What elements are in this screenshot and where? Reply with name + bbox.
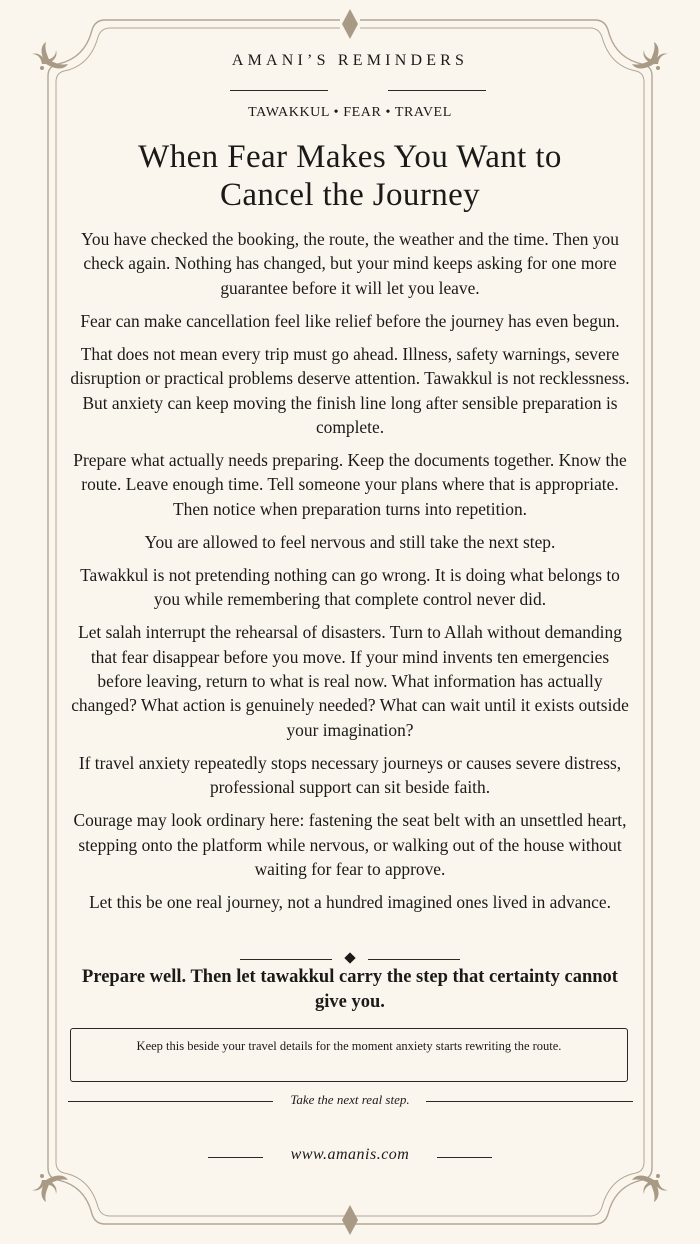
title-line-2: Cancel the Journey bbox=[219, 177, 481, 213]
paragraph: That does not mean every trip must go ahead. Illness, safety warnings, severe disruption or practical problems deserve attention. Tawakkul is not recklessness. But anxiety can keep moving the finish line long after sensible preparation is complete. bbox=[70, 343, 630, 438]
page-title bbox=[60, 138, 640, 214]
brand-rule-left bbox=[230, 90, 328, 91]
website-link[interactable]: www.amanis.com bbox=[290, 1146, 410, 1163]
topic-tags: TAWAKKUL • FEAR • TRAVEL bbox=[248, 105, 452, 120]
tagline-rule-right bbox=[426, 1101, 633, 1102]
divider-rule-left bbox=[240, 959, 332, 960]
brand-name: AMANI’S REMINDERS bbox=[231, 52, 469, 69]
paragraph: You have checked the booking, the route, the weather and the time. Then you check again. Nothing has changed, but your mind keeps asking for one more guarantee before it will let you leave. bbox=[81, 229, 619, 298]
note-box bbox=[70, 1028, 628, 1082]
paragraph: Courage may look ordinary here: fastening the seat belt with an unsettled heart, stepping onto the platform while nervous, or walking out of the house without waiting for fear to approve. bbox=[73, 810, 627, 880]
brand-rule-right bbox=[388, 90, 486, 91]
paragraph: Let this be one real journey, not a hundred imagined ones lived in advance. bbox=[89, 892, 611, 913]
title-line-1: When Fear Makes You Want to bbox=[138, 139, 562, 175]
paragraph: Tawakkul is not pretending nothing can go wrong. It is doing what belongs to you while remembering that complete control never did. bbox=[80, 564, 620, 610]
paragraph: Fear can make cancellation feel like relief before the journey has even begun. bbox=[80, 310, 620, 331]
url-rule-right bbox=[437, 1157, 492, 1158]
tagline: Take the next real step. bbox=[290, 1092, 410, 1107]
conclusion-text: Prepare well. Then let tawakkul carry the step that certainty cannot give you. bbox=[82, 967, 618, 1012]
paragraph: Prepare what actually needs preparing. Keep the documents together. Know the route. Leave enough time. Tell someone your plans where that is appropriate. Then notice when preparation turns into repetition. bbox=[73, 450, 627, 519]
paragraph: You are allowed to feel nervous and still take the next step. bbox=[144, 531, 556, 552]
article-body bbox=[68, 227, 632, 923]
divider-rule-right bbox=[368, 959, 460, 960]
note-text: Keep this beside your travel details for the moment anxiety starts rewriting the route. bbox=[136, 1039, 562, 1053]
paragraph: Let salah interrupt the rehearsal of disasters. Turn to Allah without demanding that fear disappear before you move. If your mind invents ten emergencies before leaving, return to what is real now. What information has actually changed? What action is genuinely needed? What can wait until it exists outside your imagination? bbox=[71, 622, 629, 740]
paragraph: If travel anxiety repeatedly stops necessary journeys or causes severe distress, professional support can sit beside faith. bbox=[78, 752, 622, 798]
